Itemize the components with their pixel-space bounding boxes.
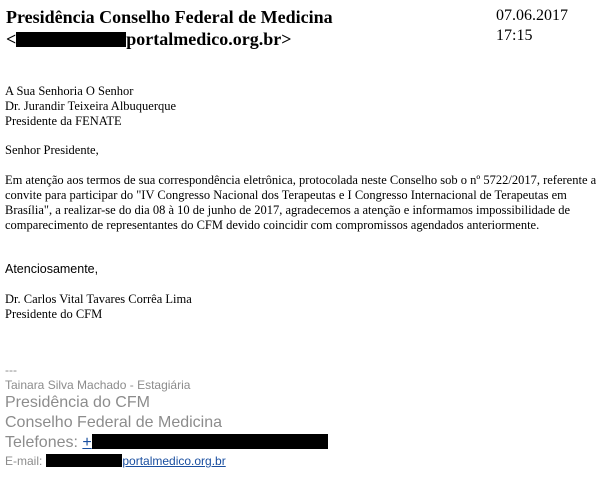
sender-name: Presidência Conselho Federal de Medicina: [6, 7, 333, 27]
email-label: E-mail:: [5, 454, 43, 468]
sender-email-open: <: [6, 29, 17, 49]
signer-block: [5, 292, 597, 322]
signer-name: Dr. Carlos Vital Tavares Corrêa Lima: [5, 292, 192, 306]
signature-name: Tainara Silva Machado - Estagiária: [5, 378, 191, 392]
signature-email-row: [5, 453, 328, 469]
signature-organization: Conselho Federal de Medicina: [5, 414, 223, 431]
salutation: Senhor Presidente,: [5, 143, 99, 157]
phone-link[interactable]: +: [82, 434, 92, 451]
recipient-line-1: A Sua Senhoria O Senhor: [5, 84, 134, 98]
date-block: [496, 6, 568, 46]
redaction-bar: [46, 454, 122, 467]
sender-email-domain: portalmedico.org.br>: [126, 29, 292, 49]
signature-phone-row: [5, 433, 328, 453]
sent-time: 17:15: [496, 27, 533, 44]
signature-separator: ---: [5, 363, 17, 377]
body-paragraph: Em atenção aos termos de sua correspondência eletrônica, protocolada neste Conselho sob o nº 5722/2017, referente a convite para participar do "IV Congresso Nacional dos Terapeutas e I Congresso Internacional de Terapeutas em Brasília", a realizar-se do dia 08 à 10 de junho de 2017, agradecemos a atenção e informamos impossibilidade de comparecimento de representantes do CFM devido coincidir com compromissos agendados anteriormente.: [5, 173, 597, 232]
phone-label: Telefones:: [5, 434, 83, 451]
sender-block: [6, 6, 333, 50]
letter-body: [5, 84, 597, 322]
signature-department: Presidência do CFM: [5, 394, 150, 411]
sender-email: [6, 28, 333, 50]
email-signature: [5, 364, 328, 469]
recipient-block: [5, 84, 597, 129]
recipient-line-3: Presidente da FENATE: [5, 114, 122, 128]
signer-title: Presidente do CFM: [5, 307, 103, 321]
closing: Atenciosamente,: [5, 262, 99, 276]
redaction-bar: [92, 434, 328, 449]
email-link[interactable]: portalmedico.org.br: [122, 454, 226, 468]
recipient-line-2: Dr. Jurandir Teixeira Albuquerque: [5, 99, 177, 113]
sent-date: 07.06.2017: [496, 7, 568, 24]
email-header: [6, 6, 594, 48]
redaction-bar: [16, 32, 126, 47]
